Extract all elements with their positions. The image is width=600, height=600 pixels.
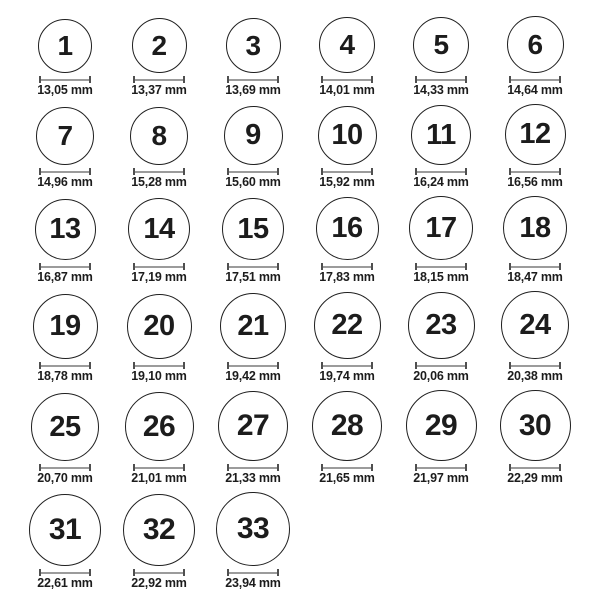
measure-tick-right-icon (465, 263, 467, 270)
ring-size-cell (112, 107, 206, 188)
ring-size-cell (488, 390, 582, 484)
measure-line (229, 365, 277, 367)
ring-circle (500, 390, 571, 461)
diameter-label: 16,87 mm (37, 270, 93, 284)
diameter-label: 13,69 mm (225, 83, 281, 97)
measure-tick-right-icon (183, 362, 185, 369)
diameter-label: 18,78 mm (37, 369, 93, 383)
diameter-label: 23,94 mm (225, 576, 281, 590)
diameter-label: 20,06 mm (413, 369, 469, 383)
ring-size-number: 1 (57, 30, 73, 61)
ring-circle (130, 107, 188, 165)
measure-line (417, 79, 465, 81)
diameter-label: 14,64 mm (507, 83, 563, 97)
ring-size-number: 3 (245, 29, 261, 61)
diameter-measure (321, 168, 373, 175)
ring-size-cell (394, 105, 488, 188)
ring-circle (316, 197, 379, 260)
ring-size-cell (206, 106, 300, 188)
diameter-measure (415, 263, 467, 270)
ring-size-number: 4 (339, 29, 355, 60)
ring-size-number: 16 (331, 212, 363, 244)
ring-circle (35, 199, 96, 260)
chart-row (18, 492, 582, 589)
measure-line (41, 171, 89, 173)
measure-tick-right-icon (183, 569, 185, 576)
ring-size-cell (394, 292, 488, 382)
diameter-label: 21,33 mm (225, 471, 281, 485)
ring-size-number: 12 (519, 118, 551, 150)
ring-size-number: 27 (236, 409, 270, 442)
diameter-label: 21,97 mm (413, 471, 469, 485)
ring-circle (33, 294, 98, 359)
ring-size-cell (488, 196, 582, 283)
diameter-measure (415, 168, 467, 175)
diameter-measure (509, 263, 561, 270)
ring-size-number: 6 (527, 28, 543, 60)
diameter-measure (227, 76, 279, 83)
ring-circle (222, 198, 284, 260)
measure-line (417, 365, 465, 367)
measure-line (229, 266, 277, 268)
measure-tick-right-icon (183, 76, 185, 83)
ring-size-cell (112, 392, 206, 484)
measure-tick-right-icon (559, 464, 561, 471)
diameter-label: 22,61 mm (37, 576, 93, 590)
diameter-measure (415, 464, 467, 471)
measure-line (135, 365, 183, 367)
diameter-measure (227, 464, 279, 471)
ring-circle (38, 19, 92, 73)
diameter-measure (321, 464, 373, 471)
measure-line (323, 171, 371, 173)
measure-line (417, 171, 465, 173)
measure-tick-right-icon (559, 76, 561, 83)
measure-tick-right-icon (371, 263, 373, 270)
ring-size-cell (206, 492, 300, 589)
measure-line (229, 79, 277, 81)
ring-size-cell (394, 196, 488, 283)
ring-size-number: 9 (245, 119, 261, 151)
measure-tick-right-icon (371, 464, 373, 471)
measure-line (135, 79, 183, 81)
measure-tick-right-icon (465, 362, 467, 369)
diameter-measure (321, 263, 373, 270)
diameter-measure (509, 362, 561, 369)
ring-size-number: 17 (425, 211, 457, 244)
measure-tick-right-icon (559, 362, 561, 369)
measure-tick-right-icon (89, 168, 91, 175)
measure-line (41, 365, 89, 367)
ring-size-cell (300, 106, 394, 188)
measure-tick-right-icon (277, 168, 279, 175)
ring-size-number: 23 (425, 309, 457, 341)
ring-circle (132, 18, 187, 73)
ring-size-number: 19 (49, 310, 81, 342)
diameter-label: 16,24 mm (413, 175, 469, 189)
diameter-measure (321, 362, 373, 369)
measure-line (511, 171, 559, 173)
ring-circle (125, 392, 194, 461)
diameter-label: 13,37 mm (131, 83, 187, 97)
ring-circle (29, 494, 101, 566)
ring-circle (319, 17, 375, 73)
measure-tick-right-icon (89, 76, 91, 83)
measure-line (41, 572, 89, 574)
ring-circle (501, 291, 569, 359)
diameter-measure (227, 168, 279, 175)
ring-circle (409, 196, 473, 260)
chart-row (18, 196, 582, 283)
diameter-label: 15,28 mm (131, 175, 187, 189)
ring-size-cell (300, 292, 394, 382)
ring-size-cell (112, 198, 206, 283)
ring-size-number: 25 (49, 410, 81, 443)
measure-line (511, 79, 559, 81)
ring-size-number: 22 (331, 309, 363, 341)
diameter-measure (39, 362, 91, 369)
measure-line (511, 266, 559, 268)
ring-size-number: 7 (57, 120, 73, 151)
diameter-measure (133, 168, 185, 175)
measure-line (323, 365, 371, 367)
diameter-measure (39, 263, 91, 270)
measure-line (135, 572, 183, 574)
diameter-measure (321, 76, 373, 83)
ring-circle (312, 391, 382, 461)
diameter-label: 21,65 mm (319, 471, 375, 485)
diameter-measure (133, 263, 185, 270)
ring-size-cell (394, 17, 488, 96)
diameter-measure (133, 362, 185, 369)
ring-circle (220, 293, 286, 359)
ring-circle (123, 494, 195, 566)
diameter-measure (39, 464, 91, 471)
measure-tick-right-icon (183, 168, 185, 175)
ring-size-number: 13 (49, 213, 81, 245)
diameter-measure (133, 569, 185, 576)
ring-size-cell (300, 197, 394, 283)
ring-size-cell (18, 494, 112, 589)
diameter-label: 19,10 mm (131, 369, 187, 383)
diameter-measure (227, 362, 279, 369)
measure-line (41, 467, 89, 469)
measure-line (229, 171, 277, 173)
chart-row (18, 104, 582, 188)
measure-line (323, 79, 371, 81)
measure-line (229, 572, 277, 574)
ring-size-cell (206, 391, 300, 484)
measure-tick-right-icon (183, 263, 185, 270)
ring-size-number: 5 (433, 29, 449, 60)
ring-size-cell (18, 199, 112, 283)
ring-circle (507, 16, 564, 73)
measure-tick-right-icon (89, 464, 91, 471)
ring-circle (31, 393, 99, 461)
ring-size-number: 30 (518, 408, 552, 442)
ring-size-number: 20 (143, 310, 175, 342)
ring-size-cell (112, 18, 206, 96)
measure-tick-right-icon (371, 168, 373, 175)
ring-size-number: 8 (151, 120, 167, 151)
measure-tick-right-icon (465, 76, 467, 83)
ring-size-number: 24 (519, 308, 551, 341)
measure-line (135, 467, 183, 469)
ring-circle (411, 105, 471, 165)
diameter-label: 15,92 mm (319, 175, 375, 189)
chart-row (18, 16, 582, 96)
ring-size-number: 18 (519, 211, 551, 244)
ring-size-number: 32 (142, 513, 176, 546)
ring-circle (127, 294, 192, 359)
diameter-label: 14,01 mm (319, 83, 375, 97)
measure-tick-right-icon (559, 168, 561, 175)
diameter-label: 20,38 mm (507, 369, 563, 383)
ring-circle (408, 292, 475, 359)
chart-row (18, 291, 582, 382)
measure-tick-right-icon (371, 362, 373, 369)
diameter-label: 17,51 mm (225, 270, 281, 284)
ring-size-cell (18, 294, 112, 382)
ring-circle (503, 196, 567, 260)
diameter-label: 18,47 mm (507, 270, 563, 284)
diameter-measure (509, 76, 561, 83)
ring-size-cell (300, 391, 394, 484)
measure-tick-right-icon (89, 263, 91, 270)
ring-size-number: 11 (426, 118, 456, 151)
ring-size-number: 14 (143, 212, 175, 245)
chart-row (18, 390, 582, 484)
ring-circle (413, 17, 469, 73)
measure-line (323, 266, 371, 268)
ring-size-cell (112, 494, 206, 589)
measure-tick-right-icon (183, 464, 185, 471)
ring-size-number: 31 (48, 513, 82, 546)
ring-circle (505, 104, 566, 165)
diameter-measure (415, 76, 467, 83)
measure-tick-right-icon (277, 263, 279, 270)
ring-size-cell (394, 390, 488, 484)
ring-size-cell (18, 393, 112, 484)
measure-tick-right-icon (89, 362, 91, 369)
diameter-measure (39, 569, 91, 576)
measure-tick-right-icon (371, 76, 373, 83)
ring-size-cell (18, 107, 112, 188)
ring-size-number: 15 (237, 212, 269, 245)
ring-size-cell (488, 291, 582, 382)
ring-circle (216, 492, 290, 566)
measure-tick-right-icon (277, 362, 279, 369)
diameter-measure (415, 362, 467, 369)
diameter-label: 18,15 mm (413, 270, 469, 284)
ring-circle (318, 106, 377, 165)
ring-circle (226, 18, 281, 73)
ring-size-cell (18, 19, 112, 96)
ring-size-number: 29 (424, 408, 458, 442)
diameter-measure (227, 569, 279, 576)
ring-size-number: 28 (330, 409, 364, 442)
measure-tick-right-icon (559, 263, 561, 270)
diameter-label: 13,05 mm (37, 83, 93, 97)
diameter-measure (227, 263, 279, 270)
diameter-measure (509, 168, 561, 175)
measure-tick-right-icon (465, 464, 467, 471)
ring-circle (218, 391, 288, 461)
diameter-label: 20,70 mm (37, 471, 93, 485)
measure-line (511, 365, 559, 367)
measure-tick-right-icon (277, 76, 279, 83)
ring-circle (36, 107, 94, 165)
measure-line (511, 467, 559, 469)
ring-size-number: 33 (236, 512, 270, 545)
diameter-measure (509, 464, 561, 471)
measure-tick-right-icon (465, 168, 467, 175)
measure-line (135, 266, 183, 268)
ring-size-number: 2 (151, 29, 167, 61)
ring-size-number: 21 (237, 309, 269, 342)
ring-size-cell (206, 18, 300, 96)
diameter-label: 17,83 mm (319, 270, 375, 284)
diameter-label: 21,01 mm (131, 471, 187, 485)
diameter-label: 17,19 mm (131, 270, 187, 284)
diameter-measure (39, 168, 91, 175)
measure-line (135, 171, 183, 173)
ring-circle (406, 390, 477, 461)
measure-line (417, 467, 465, 469)
measure-line (41, 266, 89, 268)
measure-line (229, 467, 277, 469)
measure-tick-right-icon (277, 464, 279, 471)
ring-circle (224, 106, 283, 165)
measure-line (41, 79, 89, 81)
diameter-measure (133, 76, 185, 83)
ring-size-cell (112, 294, 206, 382)
diameter-label: 19,42 mm (225, 369, 281, 383)
measure-tick-right-icon (89, 569, 91, 576)
diameter-label: 22,29 mm (507, 471, 563, 485)
diameter-measure (39, 76, 91, 83)
diameter-label: 14,33 mm (413, 83, 469, 97)
ring-size-cell (206, 293, 300, 382)
ring-size-cell (488, 16, 582, 96)
measure-tick-right-icon (277, 569, 279, 576)
diameter-label: 15,60 mm (225, 175, 281, 189)
ring-size-cell (488, 104, 582, 188)
ring-size-chart (18, 16, 582, 589)
diameter-label: 22,92 mm (131, 576, 187, 590)
measure-line (323, 467, 371, 469)
ring-size-number: 26 (142, 409, 176, 443)
diameter-measure (133, 464, 185, 471)
diameter-label: 19,74 mm (319, 369, 375, 383)
diameter-label: 16,56 mm (507, 175, 563, 189)
diameter-label: 14,96 mm (37, 175, 93, 189)
ring-size-cell (206, 198, 300, 283)
ring-size-cell (300, 17, 394, 96)
ring-circle (128, 198, 190, 260)
ring-circle (314, 292, 381, 359)
ring-size-number: 10 (331, 119, 363, 151)
measure-line (417, 266, 465, 268)
